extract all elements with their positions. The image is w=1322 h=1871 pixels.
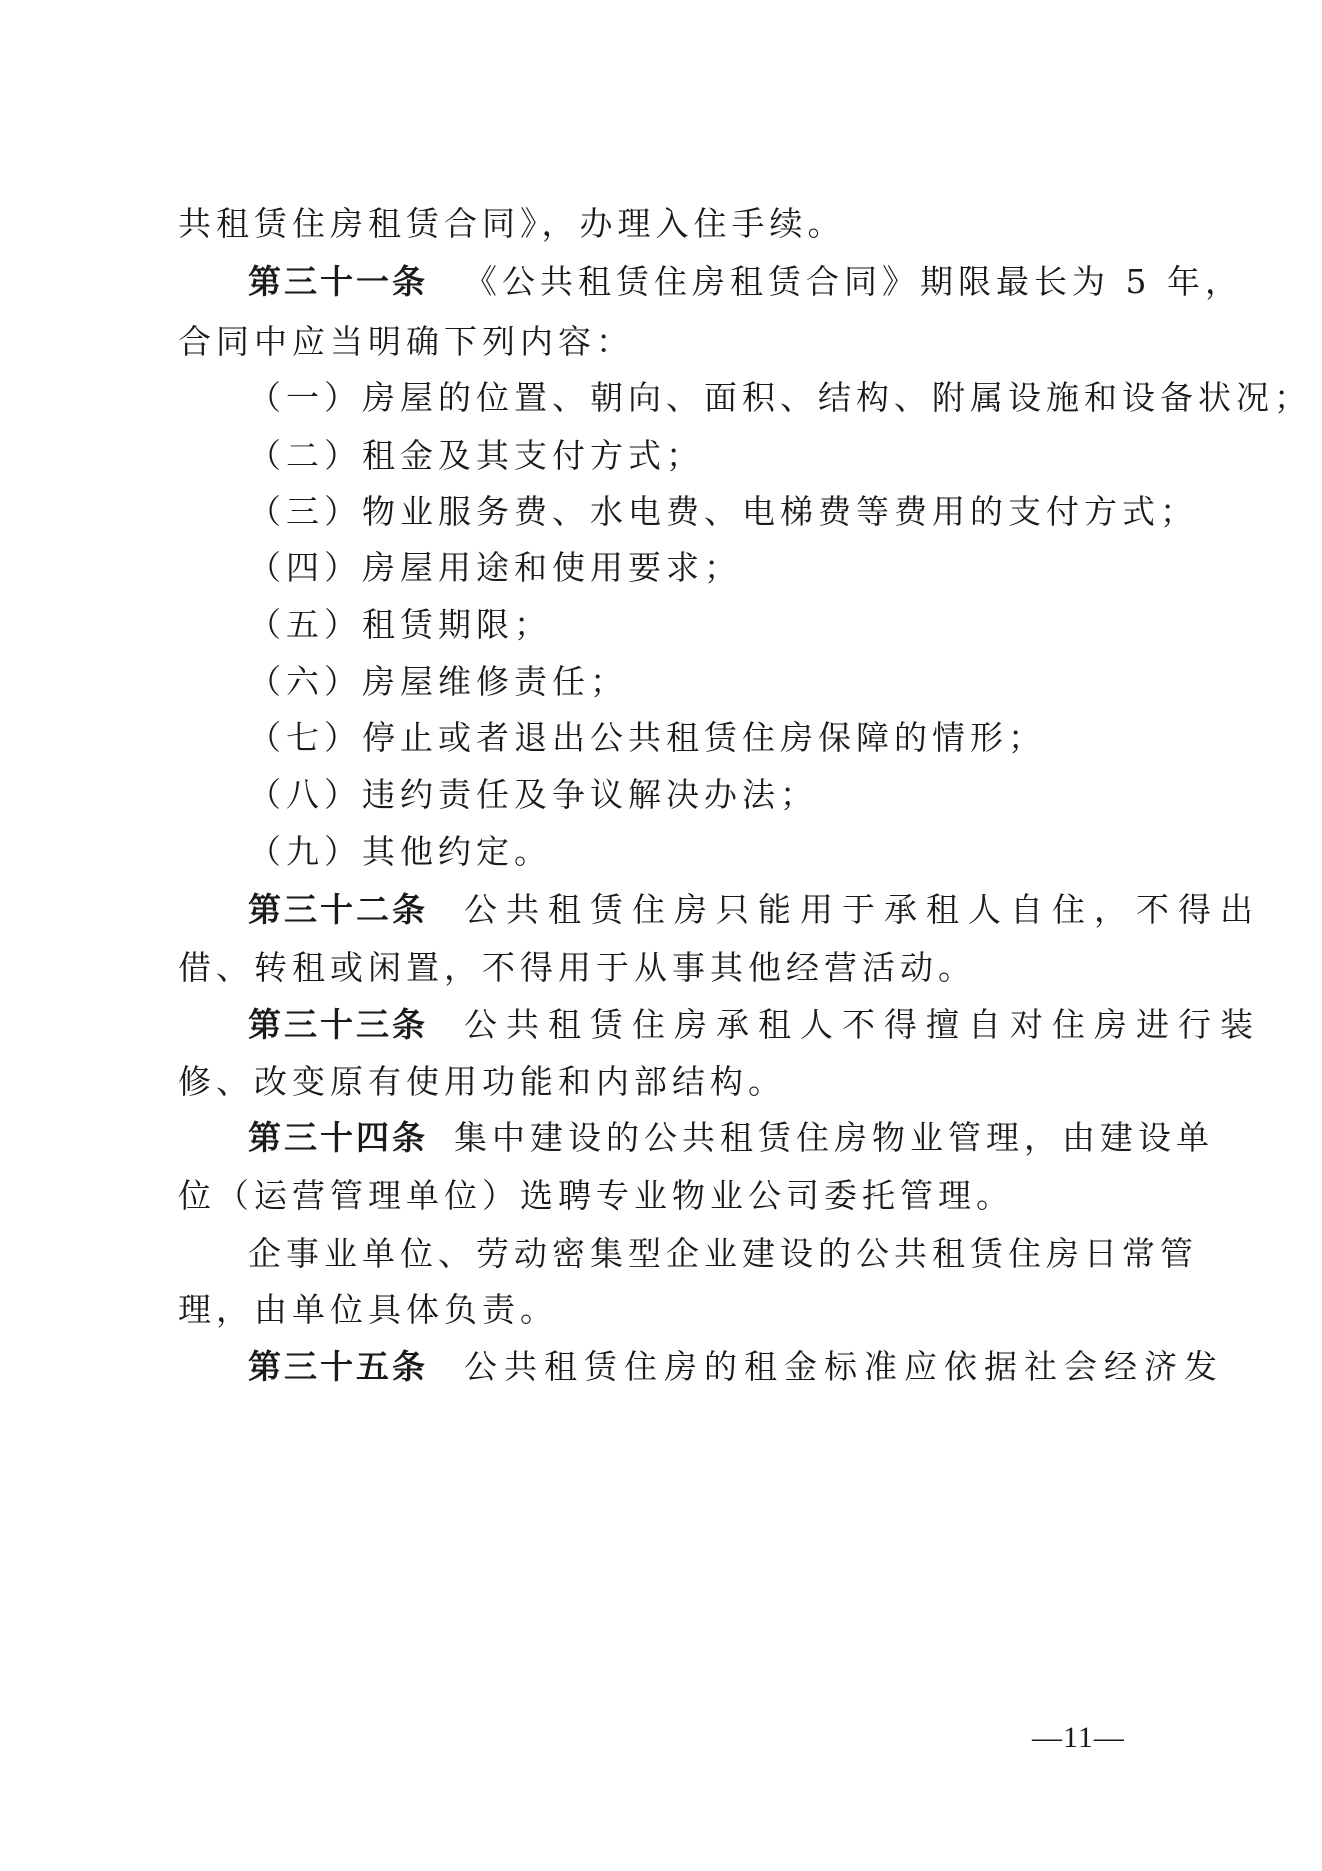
list-item: （一）房屋的位置、朝向、面积、结构、附属设施和设备状况；: [248, 378, 1312, 417]
list-item: （四）房屋用途和使用要求；: [248, 548, 742, 587]
list-item: （五）租赁期限；: [248, 605, 552, 644]
article-33: [248, 1005, 1262, 1045]
text-line: 共租赁住房租赁合同》，办理入住手续。: [178, 204, 846, 243]
article-31: [248, 262, 1243, 302]
article-text: 集中建设的公共租赁住房物业管理，由建设单: [454, 1118, 1214, 1157]
article-32: [248, 890, 1262, 930]
text-line: 修、改变原有使用功能和内部结构。: [178, 1062, 786, 1101]
article-35: [248, 1347, 1224, 1387]
article-text: 《公共租赁住房租赁合同》期限最长为 5 年，: [464, 262, 1243, 301]
article-heading: 第三十三条: [248, 1005, 428, 1044]
page-number: —11—: [1032, 1721, 1125, 1754]
text-line: 借、转租或闲置，不得用于从事其他经营活动。: [178, 948, 976, 987]
article-heading: 第三十五条: [248, 1347, 428, 1386]
article-text: 公共租赁住房只能用于承租人自住，不得出: [464, 890, 1262, 929]
list-item: （二）租金及其支付方式；: [248, 436, 704, 475]
text-line: 位（运营管理单位）选聘专业物业公司委托管理。: [178, 1176, 1014, 1215]
article-text: 公共租赁住房承租人不得擅自对住房进行装: [464, 1005, 1262, 1044]
list-item: （八）违约责任及争议解决办法；: [248, 775, 818, 814]
text-line: 理，由单位具体负责。: [178, 1290, 558, 1329]
article-heading: 第三十二条: [248, 890, 428, 929]
list-item: （九）其他约定。: [248, 832, 552, 871]
article-heading: 第三十四条: [248, 1118, 428, 1157]
text-line: 合同中应当明确下列内容：: [178, 322, 634, 361]
article-34: [248, 1118, 1214, 1158]
text-line: 企事业单位、劳动密集型企业建设的公共租赁住房日常管: [248, 1234, 1198, 1273]
article-heading: 第三十一条: [248, 262, 428, 301]
list-item: （三）物业服务费、水电费、电梯费等费用的支付方式；: [248, 492, 1198, 531]
list-item: （六）房屋维修责任；: [248, 662, 628, 701]
article-text: 公共租赁住房的租金标准应依据社会经济发: [464, 1347, 1224, 1386]
list-item: （七）停止或者退出公共租赁住房保障的情形；: [248, 718, 1046, 757]
